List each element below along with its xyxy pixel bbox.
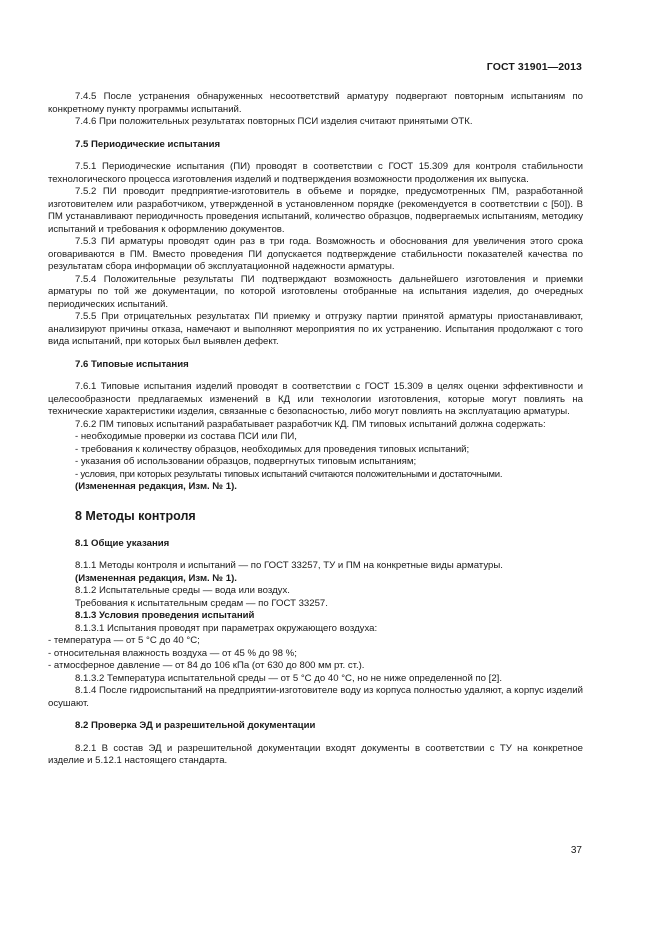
page-content (48, 91, 583, 768)
paragraph-8-1-4: 8.1.4 После гидроиспытаний на предприятии-изготовителе воду из корпуса полностью удаляют, а корпус изделий осушают. (48, 685, 583, 709)
amendment-note: (Измененная редакция, Изм. № 1). (75, 481, 237, 492)
paragraph-7-4-6: 7.4.6 При положительных результатах повторных ПСИ изделия считают принятыми ОТК. (75, 116, 473, 127)
paragraph-7-6-1: 7.6.1 Типовые испытания изделий проводят в соответствии с ГОСТ 15.309 в целях оценки эффективности и целесообразности предлагаемых изменений в КД или технологии изготовления, которые могут повлиять на технические характеристики изделия, связанные с безопасностью, либо могут повлиять на эксплуатацию арматуры. (48, 381, 583, 417)
paragraph-7-5-1: 7.5.1 Периодические испытания (ПИ) проводят в соответствии с ГОСТ 15.309 для контроля стабильности технологического процесса изготовления изделий и подтверждения возможности продолжения их выпуска. (48, 161, 583, 185)
paragraph-7-5-3: 7.5.3 ПИ арматуры проводят один раз в три года. Возможность и обоснования для увеличения этого срока оговариваются в ПМ. Вместо проведения ПИ допускается подтверждение стабильности показателей качества по результатам сбора информации об эксплуатационной надежности арматуры. (48, 236, 583, 272)
test-media-requirements: Требования к испытательным средам — по ГОСТ 33257. (75, 597, 328, 609)
list-item: - атмосферное давление — от 84 до 106 кПа (от 630 до 800 мм рт. ст.). (48, 660, 365, 671)
section-8-title: 8 Методы контроля (75, 508, 196, 523)
paragraph-8-1-3-2: 8.1.3.2 Температура испытательной среды — от 5 °С до 40 °С, но не ниже определенной по [2]. (75, 672, 503, 684)
amendment-note: (Измененная редакция, Изм. № 1). (75, 572, 237, 584)
paragraph-8-1-3-1: 8.1.3.1 Испытания проводят при параметрах окружающего воздуха: (75, 622, 378, 634)
list-item: - необходимые проверки из состава ПСИ или ПИ, (75, 431, 297, 442)
document-code: ГОСТ 31901—2013 (486, 61, 582, 73)
heading-8-1: 8.1 Общие указания (75, 537, 170, 549)
paragraph-7-4-5: 7.4.5 После устранения обнаруженных несоответствий арматуру подвергают повторным испытаниям по конкретному пункту программы испытаний. (48, 91, 583, 115)
paragraph-7-5-2: 7.5.2 ПИ проводит предприятие-изготовитель в объеме и порядке, предусмотренных ПМ, разработанной изготовителем или разработчиком, утвержденной в установленном порядке (рекомендуется в соответствии с [50]). В ПМ устанавливают периодичность проведения испытаний, количество образцов, подвергаемых испытаниям, методику испытаний и требования к оформлению документов. (48, 186, 583, 235)
list-item: - условия, при которых результаты типовых испытаний считаются положительными и достаточными. (75, 468, 503, 480)
page-number: 37 (570, 845, 582, 856)
heading-8-1-3: 8.1.3 Условия проведения испытаний (75, 610, 255, 621)
paragraph-8-2-1: 8.2.1 В состав ЭД и разрешительной документации входят документы в соответствии с ТУ на конкретное изделие и 5.12.1 настоящего стандарта. (48, 742, 583, 766)
paragraph-8-1-1: 8.1.1 Методы контроля и испытаний — по ГОСТ 33257, ТУ и ПМ на конкретные виды арматуры. (75, 560, 503, 571)
heading-7-6: 7.6 Типовые испытания (75, 358, 189, 370)
paragraph-8-1-2: 8.1.2 Испытательные среды — вода или воздух. (75, 585, 290, 596)
list-item: - температура — от 5 °С до 40 °С; (48, 635, 200, 646)
list-item: - указания об использовании образцов, подвергнутых типовым испытаниям; (75, 456, 417, 467)
heading-8-2: 8.2 Проверка ЭД и разрешительной документации (75, 720, 316, 731)
paragraph-7-5-5: 7.5.5 При отрицательных результатах ПИ приемку и отгрузку партии принятой арматуры приостанавливают, анализируют причины отказа, намечают и выполняют мероприятия по их устранению. Испытания продолжают с того вида испытаний, при которых был выявлен дефект. (48, 311, 583, 347)
list-item: - относительная влажность воздуха — от 45 % до 98 %; (48, 647, 297, 659)
list-item: - требования к количеству образцов, необходимых для проведения типовых испытаний; (75, 443, 470, 455)
heading-7-5: 7.5 Периодические испытания (75, 138, 221, 150)
paragraph-7-6-2: 7.6.2 ПМ типовых испытаний разрабатывает разработчик КД. ПМ типовых испытаний должна содержать: (75, 418, 546, 430)
paragraph-7-5-4: 7.5.4 Положительные результаты ПИ подтверждают возможность дальнейшего изготовления и приемки арматуры по той же документации, по которой изготовлены отобранные на испытания изделия, до очередных периодических испытаний. (48, 273, 583, 310)
